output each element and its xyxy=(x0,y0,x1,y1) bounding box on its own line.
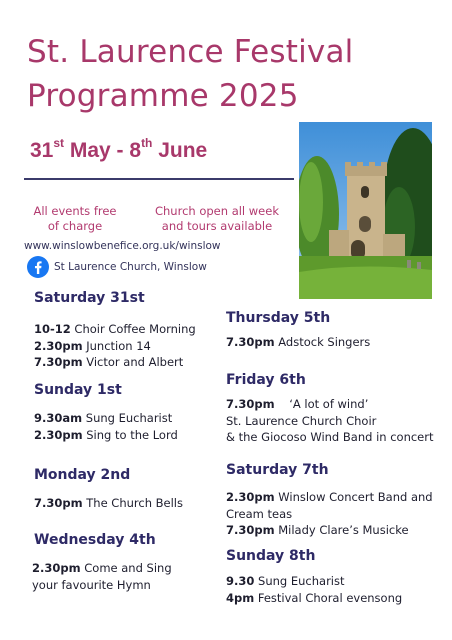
list-item xyxy=(34,427,178,444)
day-heading-monday-2: Monday 2nd xyxy=(34,467,131,483)
sunday-8-events xyxy=(226,573,402,606)
day-heading-wednesday-4: Wednesday 4th xyxy=(34,532,156,548)
sunday-1-events xyxy=(34,410,178,443)
dates-start-day: 31 xyxy=(30,139,54,162)
event-time: 2.30pm xyxy=(34,338,83,353)
list-item xyxy=(34,338,196,355)
church-open-line-1: Church open all week xyxy=(154,204,279,218)
church-open-note xyxy=(140,204,294,234)
list-item xyxy=(226,573,402,590)
event-title: Winslow Concert Band and xyxy=(274,490,433,504)
facebook-icon xyxy=(27,256,49,278)
event-time: 7.30pm xyxy=(226,397,275,411)
monday-2-events xyxy=(34,495,183,512)
friday-6-events xyxy=(226,396,434,446)
event-title: Sung Eucharist xyxy=(254,574,345,588)
saturday-7-events xyxy=(226,489,433,539)
day-heading-saturday-31: Saturday 31st xyxy=(34,290,145,306)
event-time: 7.30pm xyxy=(226,335,275,349)
list-item xyxy=(32,560,172,577)
list-item-continued: St. Laurence Church Choir xyxy=(226,413,377,428)
facebook-label: St Laurence Church, Winslow xyxy=(54,261,207,273)
event-title: Sung Eucharist xyxy=(82,411,173,425)
dates-middle: May - 8 xyxy=(64,139,142,162)
event-time: 4pm xyxy=(226,590,255,605)
divider xyxy=(24,178,294,180)
list-item xyxy=(226,590,402,607)
list-item xyxy=(226,522,433,539)
list-item-continued: Cream teas xyxy=(226,506,293,521)
list-item xyxy=(226,396,434,413)
event-title: Choir Coffee Morning xyxy=(70,322,196,336)
event-time: 9.30 xyxy=(226,574,255,588)
event-title: Come and Sing xyxy=(80,561,172,575)
event-time: 7.30pm xyxy=(34,496,83,510)
event-time: 10-12 xyxy=(34,322,71,336)
event-title: Victor and Albert xyxy=(82,355,184,369)
event-time: 9.30am xyxy=(34,411,83,425)
list-item xyxy=(226,334,370,351)
saturday-31-events xyxy=(34,321,196,371)
event-title: Milady Clare’s Musicke xyxy=(274,523,409,537)
dates-end-month: June xyxy=(152,139,208,162)
day-heading-friday-6: Friday 6th xyxy=(226,372,306,388)
event-time: 2.30pm xyxy=(226,490,275,504)
event-title: Junction 14 xyxy=(82,338,151,353)
event-time: 7.30pm xyxy=(34,355,83,369)
festival-dates xyxy=(30,138,207,163)
list-item-continued: & the Giocoso Wind Band in concert xyxy=(226,430,434,444)
day-heading-sunday-8: Sunday 8th xyxy=(226,548,316,564)
day-heading-thursday-5: Thursday 5th xyxy=(226,310,331,326)
event-title: Festival Choral evensong xyxy=(254,590,403,605)
church-photo xyxy=(299,122,432,299)
thursday-5-events xyxy=(226,334,370,351)
dates-end-suffix: th xyxy=(141,136,153,150)
website-link[interactable]: www.winslowbenefice.org.uk/winslow xyxy=(24,240,221,252)
wednesday-4-events xyxy=(32,560,172,593)
list-item xyxy=(34,321,196,338)
event-time: 2.30pm xyxy=(34,427,83,442)
list-item xyxy=(34,410,178,427)
dates-start-suffix: st xyxy=(53,136,65,150)
free-events-line-2: of charge xyxy=(47,219,103,233)
free-events-note xyxy=(22,204,128,234)
free-events-line-1: All events free xyxy=(33,204,117,218)
list-item xyxy=(34,495,183,512)
facebook-link[interactable] xyxy=(27,255,207,279)
event-title: Adstock Singers xyxy=(274,335,371,349)
event-time: 7.30pm xyxy=(226,523,275,537)
list-item xyxy=(34,354,196,371)
day-heading-sunday-1: Sunday 1st xyxy=(34,382,122,398)
event-title: ‘A lot of wind’ xyxy=(274,397,369,411)
title-line-2: Programme 2025 xyxy=(27,78,299,114)
event-title: Sing to the Lord xyxy=(82,427,178,442)
event-time: 2.30pm xyxy=(32,561,81,575)
list-item xyxy=(226,489,433,506)
church-open-line-2: and tours available xyxy=(161,219,273,233)
event-title: The Church Bells xyxy=(82,496,183,510)
day-heading-saturday-7: Saturday 7th xyxy=(226,462,329,478)
festival-title xyxy=(27,30,427,118)
list-item-continued: your favourite Hymn xyxy=(32,577,151,592)
title-line-1: St. Laurence Festival xyxy=(27,34,354,70)
